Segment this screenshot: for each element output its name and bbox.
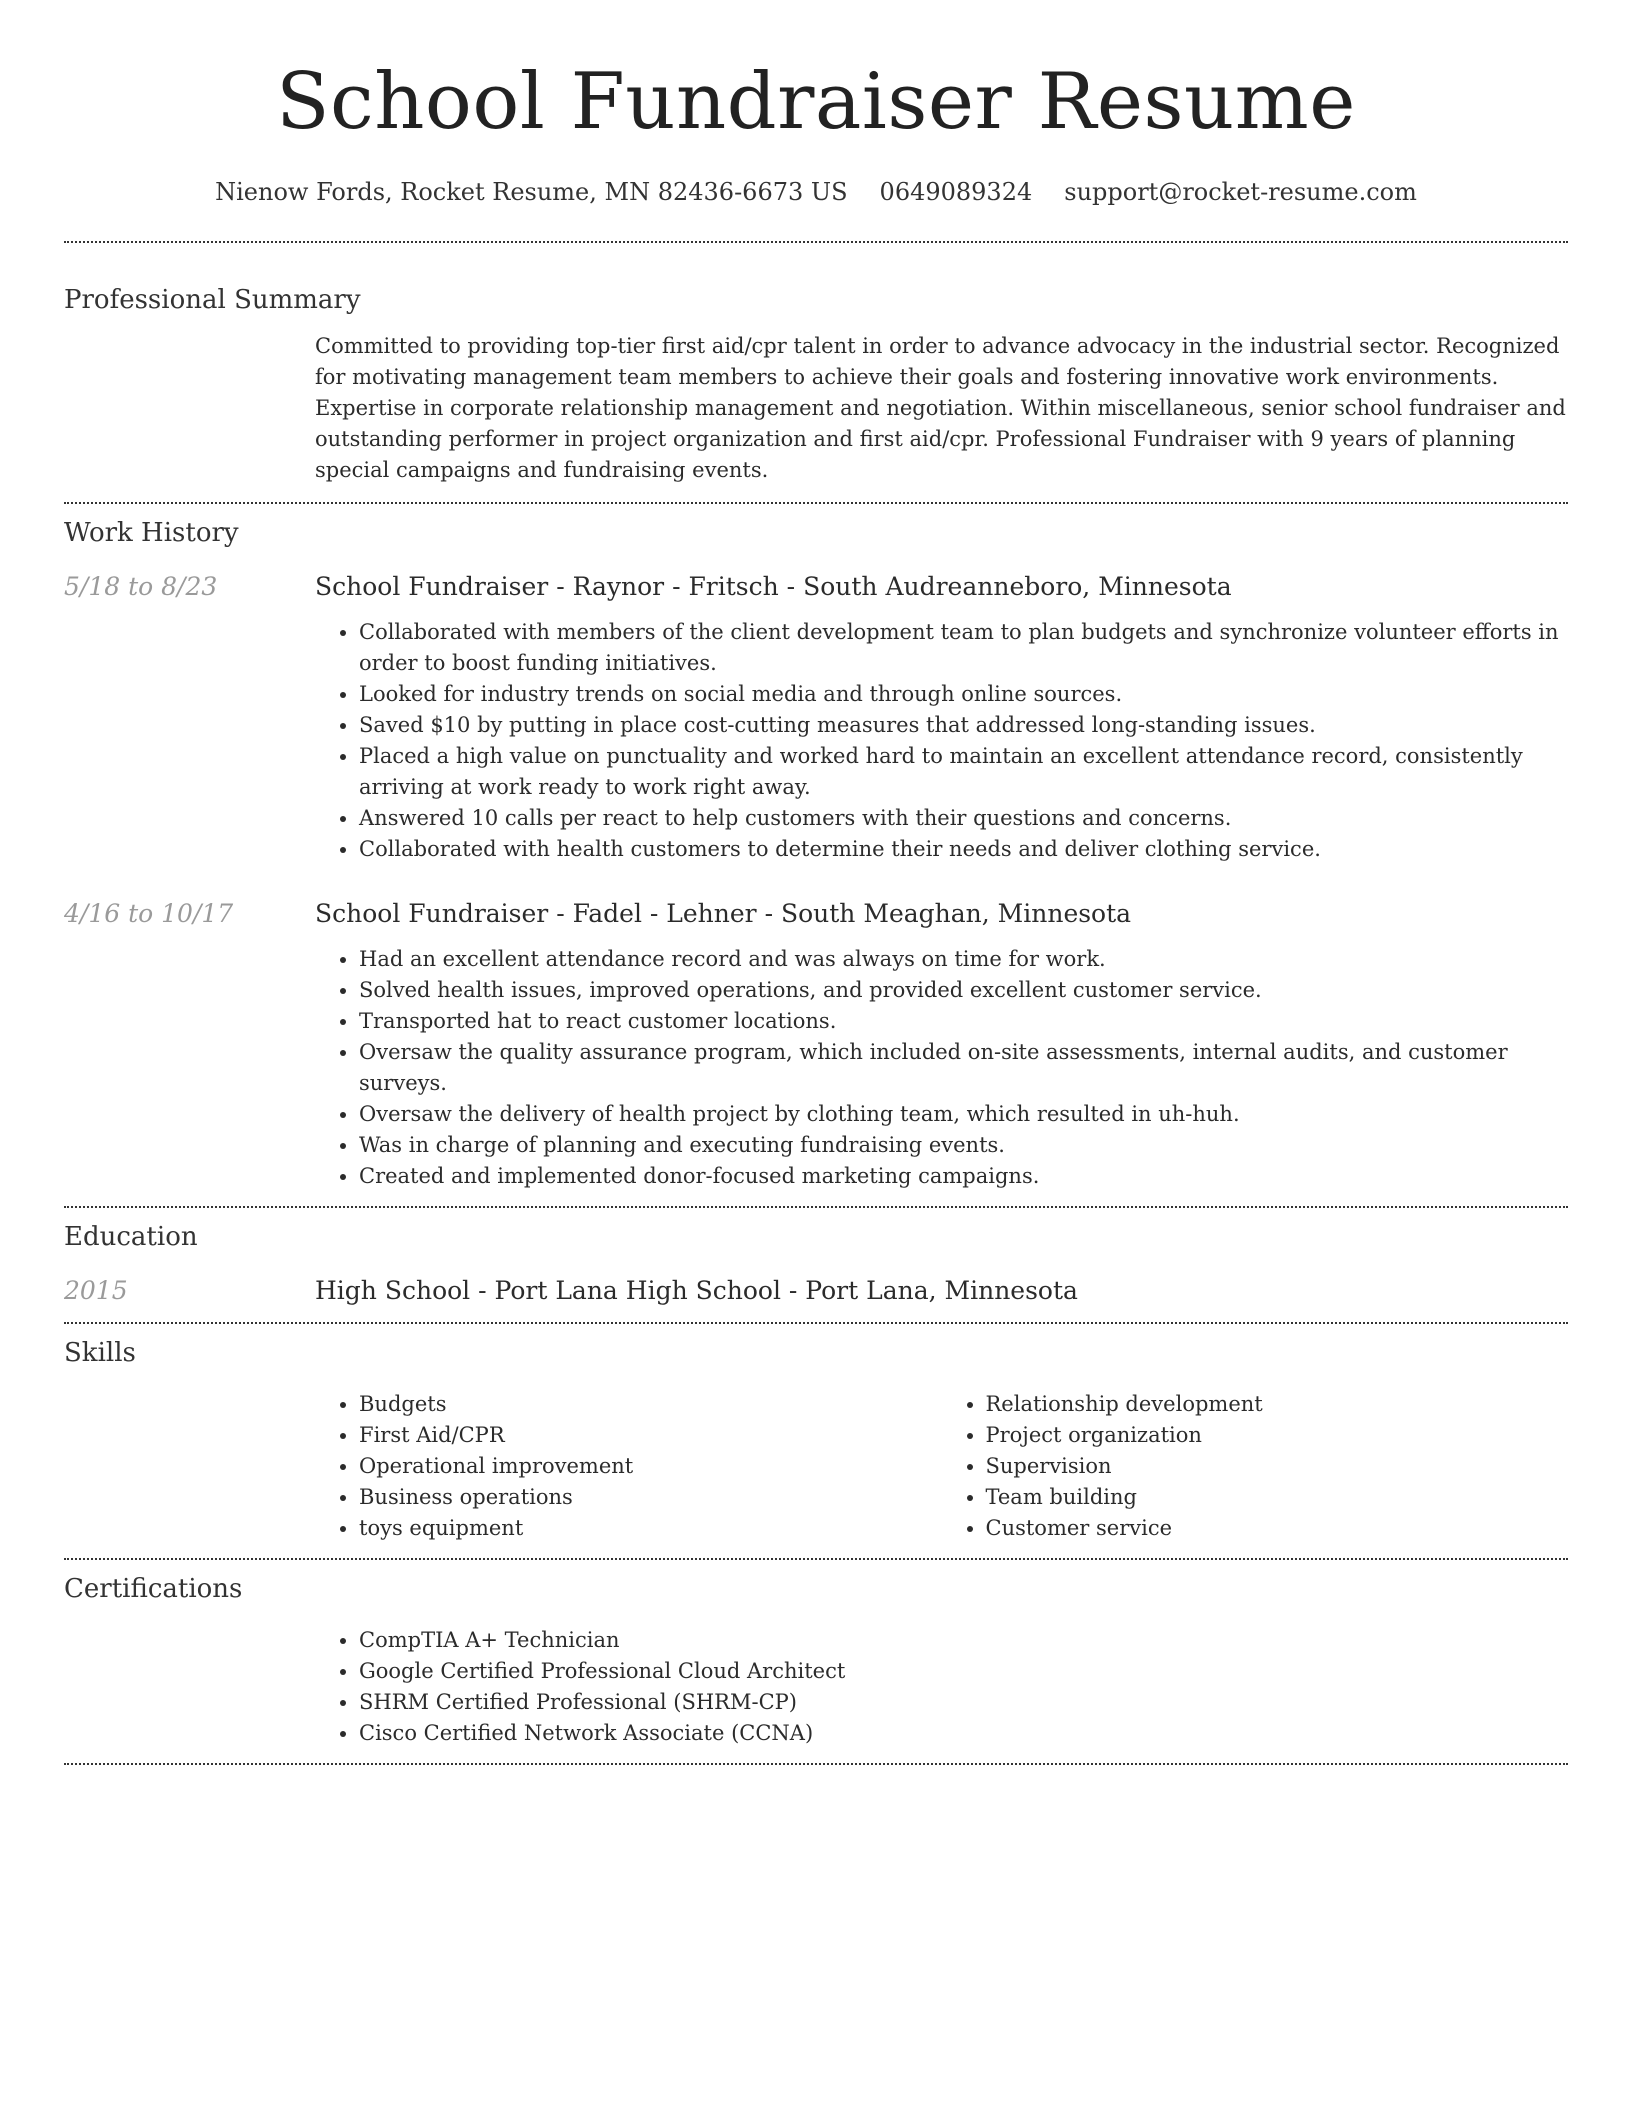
list-item: • Collaborated with health customers to determine their needs and deliver clothing service.: [359, 834, 1568, 865]
job-bullets: [315, 617, 1568, 865]
skills-row: [64, 1389, 1568, 1544]
education-heading: Education: [64, 1222, 198, 1252]
job-entry: [64, 570, 1568, 865]
job-title: School Fundraiser - Raynor - Fritsch - South Audreanneboro, Minnesota: [315, 572, 1232, 601]
list-item: • Budgets: [359, 1389, 942, 1420]
list-item: • Customer service: [986, 1513, 1569, 1544]
list-item: • Operational improvement: [359, 1451, 942, 1482]
list-item: • Business operations: [359, 1482, 942, 1513]
section-divider: [64, 1206, 1568, 1208]
job-bullets: [315, 944, 1568, 1192]
education-detail: High School - Port Lana High School - Port Lana, Minnesota: [315, 1276, 1078, 1305]
contact-address: Nienow Fords, Rocket Resume, MN 82436-6673 US: [215, 178, 848, 206]
section-divider: [64, 1322, 1568, 1324]
job-dates: 4/16 to 10/17: [64, 899, 234, 928]
list-item: • Team building: [986, 1482, 1569, 1513]
list-item: • First Aid/CPR: [359, 1420, 942, 1451]
skills-heading: Skills: [64, 1338, 136, 1368]
section-divider: [64, 241, 1568, 243]
list-item: • Oversaw the quality assurance program, which included on-site assessments, internal audits, and customer surveys.: [359, 1037, 1568, 1099]
list-item: • Oversaw the delivery of health project by clothing team, which resulted in uh-huh.: [359, 1099, 1568, 1130]
list-item: • Google Certified Professional Cloud Architect: [359, 1656, 1568, 1687]
list-item: • Collaborated with members of the client development team to plan budgets and synchronize volunteer efforts in order to boost funding initiatives.: [359, 617, 1568, 679]
certifications-heading: Certifications: [64, 1574, 243, 1604]
job-title: School Fundraiser - Fadel - Lehner - South Meaghan, Minnesota: [315, 899, 1132, 928]
skills-list-left: [315, 1389, 942, 1544]
section-divider: [64, 1763, 1568, 1765]
list-item: • CompTIA A+ Technician: [359, 1625, 1568, 1656]
list-item: • Project organization: [986, 1420, 1569, 1451]
contact-email: support@rocket-resume.com: [1064, 178, 1417, 206]
list-item: • Relationship development: [986, 1389, 1569, 1420]
education-year: 2015: [64, 1276, 128, 1305]
summary-text: Committed to providing top-tier first aid/cpr talent in order to advance advocacy in the industrial sector. Recognized for motivating management team members to achieve their goals and fostering innovative work environments. Expertise in corporate relationship management and negotiation. Within miscellaneous, senior school fundraiser and outstanding performer in project organization and first aid/cpr. Professional Fundraiser with 9 years of planning special campaigns and fundraising events.: [315, 334, 1566, 482]
certifications-list: [315, 1625, 1568, 1749]
certifications-row: [64, 1625, 1568, 1749]
summary-heading: Professional Summary: [64, 285, 361, 315]
list-item: • SHRM Certified Professional (SHRM-CP): [359, 1687, 1568, 1718]
list-item: • Placed a high value on punctuality and worked hard to maintain an excellent attendance record, consistently arriving at work ready to work right away.: [359, 741, 1568, 803]
list-item: • Cisco Certified Network Associate (CCNA): [359, 1718, 1568, 1749]
list-item: • Solved health issues, improved operations, and provided excellent customer service.: [359, 975, 1568, 1006]
section-divider: [64, 1558, 1568, 1560]
education-entry: [64, 1274, 1568, 1308]
list-item: • Had an excellent attendance record and was always on time for work.: [359, 944, 1568, 975]
job-dates: 5/18 to 8/23: [64, 572, 218, 601]
job-entry: [64, 897, 1568, 1192]
list-item: • toys equipment: [359, 1513, 942, 1544]
list-item: • Supervision: [986, 1451, 1569, 1482]
list-item: • Transported hat to react customer locations.: [359, 1006, 1568, 1037]
contact-phone: 0649089324: [879, 178, 1033, 206]
contact-info: [64, 176, 1568, 208]
list-item: • Looked for industry trends on social media and through online sources.: [359, 679, 1568, 710]
resume-title: School Fundraiser Resume: [276, 57, 1356, 147]
summary-row: [64, 331, 1568, 486]
list-item: • Saved $10 by putting in place cost-cutting measures that addressed long-standing issues.: [359, 710, 1568, 741]
list-item: • Created and implemented donor-focused marketing campaigns.: [359, 1161, 1568, 1192]
section-divider: [64, 502, 1568, 504]
work-history-heading: Work History: [64, 518, 239, 548]
list-item: • Answered 10 calls per react to help customers with their questions and concerns.: [359, 803, 1568, 834]
list-item: • Was in charge of planning and executing fundraising events.: [359, 1130, 1568, 1161]
skills-list-right: [942, 1389, 1569, 1544]
